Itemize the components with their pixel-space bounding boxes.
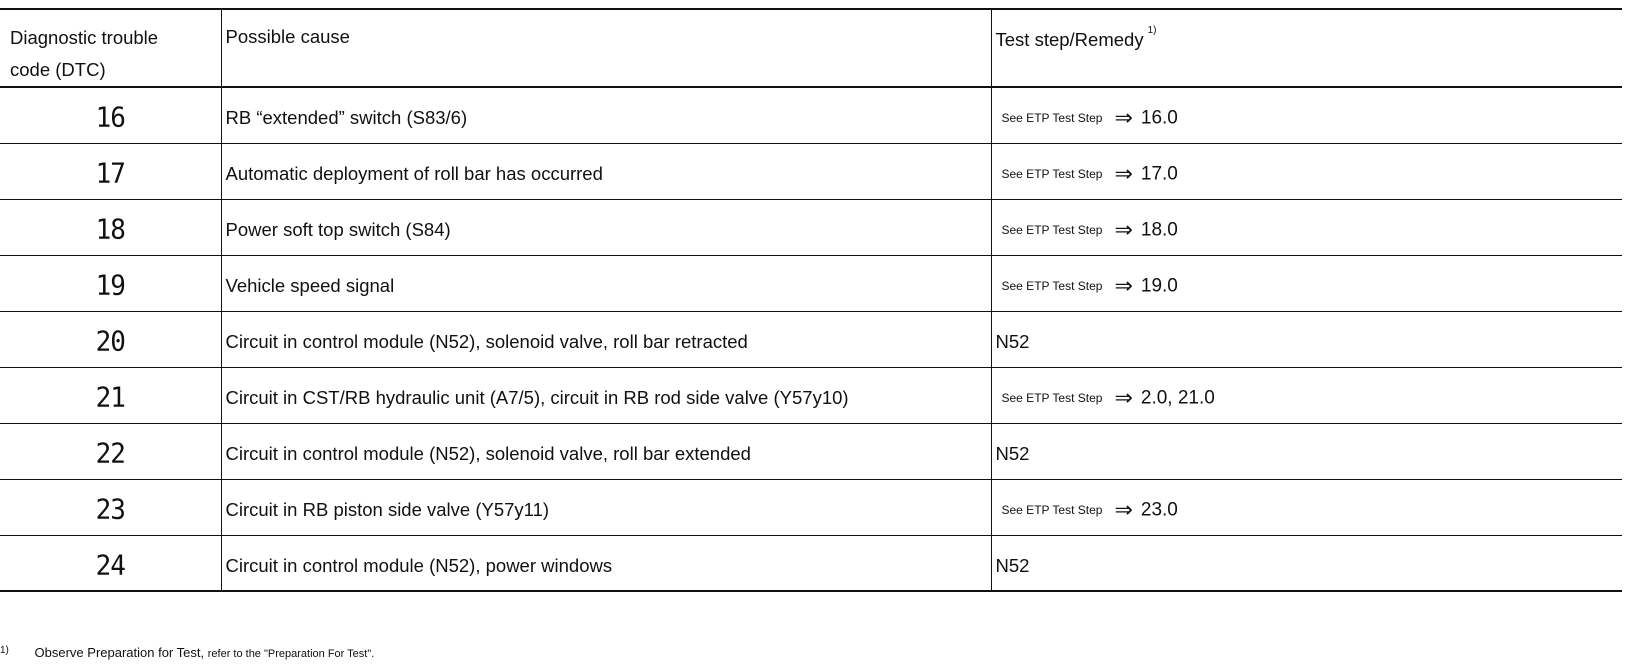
footnote-text: Observe Preparation for Test, — [34, 645, 205, 660]
possible-cause-cell: Circuit in RB piston side valve (Y57y11) — [221, 479, 991, 535]
right-double-arrow-icon: ⇒ — [1114, 105, 1133, 131]
right-double-arrow-icon: ⇒ — [1114, 161, 1133, 187]
possible-cause-cell: Power soft top switch (S84) — [221, 199, 991, 255]
possible-cause-cell: Circuit in CST/RB hydraulic unit (A7/5), circuit in RB rod side valve (Y57y10) — [221, 367, 991, 423]
dtc-code-cell: 23 — [0, 478, 221, 537]
remedy-prefix: See ETP Test Step — [1001, 111, 1103, 126]
dtc-code-cell: 18 — [0, 198, 221, 257]
right-double-arrow-icon: ⇒ — [1114, 385, 1133, 411]
remedy-prefix: See ETP Test Step — [1001, 167, 1103, 181]
dtc-code-cell: 19 — [0, 254, 221, 313]
table-row — [0, 199, 1622, 255]
remedy-cell — [991, 199, 1622, 255]
remedy-cell — [991, 535, 1622, 591]
header-dtc-line1: Diagnostic trouble — [10, 27, 159, 48]
remedy-text: N52 — [995, 554, 1030, 576]
right-double-arrow-icon: ⇒ — [1114, 217, 1133, 243]
table-row — [0, 311, 1622, 367]
dtc-code-cell: 16 — [0, 86, 221, 145]
header-test-step-remedy — [991, 9, 1622, 87]
table-header-row — [0, 9, 1622, 87]
possible-cause-cell: RB “extended” switch (S83/6) — [221, 87, 991, 143]
header-remedy-label: Test step/Remedy — [995, 29, 1144, 51]
remedy-cell — [991, 87, 1622, 143]
header-remedy-footnote-marker: 1) — [1147, 25, 1157, 36]
remedy-test-step: 23.0 — [1140, 499, 1178, 520]
footnote — [0, 645, 374, 660]
remedy-test-step: 16.0 — [1140, 107, 1178, 129]
dtc-code-cell: 22 — [0, 422, 221, 481]
footnote-reference: refer to the "Preparation For Test". — [207, 648, 375, 660]
remedy-prefix: See ETP Test Step — [1001, 391, 1103, 405]
possible-cause-cell: Vehicle speed signal — [221, 255, 991, 311]
table-row — [0, 87, 1622, 143]
right-double-arrow-icon: ⇒ — [1114, 497, 1133, 523]
table-row — [0, 423, 1622, 479]
dtc-code-cell: 21 — [0, 366, 221, 425]
possible-cause-cell: Circuit in control module (N52), solenoid valve, roll bar extended — [221, 423, 991, 479]
remedy-test-step: 19.0 — [1140, 275, 1178, 296]
header-possible-cause — [221, 9, 991, 87]
remedy-prefix: See ETP Test Step — [1001, 223, 1103, 237]
possible-cause-cell: Circuit in control module (N52), power windows — [221, 535, 991, 591]
header-cause-label: Possible cause — [225, 26, 350, 47]
remedy-prefix: See ETP Test Step — [1001, 279, 1103, 293]
table-row — [0, 367, 1622, 423]
table-row — [0, 479, 1622, 535]
remedy-cell — [991, 143, 1622, 199]
table-row — [0, 255, 1622, 311]
remedy-test-step: 17.0 — [1140, 163, 1178, 184]
remedy-cell — [991, 311, 1622, 367]
header-dtc — [0, 9, 221, 87]
dtc-code-cell: 20 — [0, 310, 221, 369]
remedy-text: N52 — [995, 331, 1030, 352]
remedy-test-step: 2.0, 21.0 — [1140, 387, 1215, 408]
possible-cause-cell: Circuit in control module (N52), solenoid valve, roll bar retracted — [221, 311, 991, 367]
dtc-code-cell: 24 — [0, 534, 221, 593]
table-row — [0, 535, 1622, 591]
remedy-test-step: 18.0 — [1140, 219, 1178, 240]
table-row — [0, 143, 1622, 199]
remedy-prefix: See ETP Test Step — [1001, 503, 1103, 517]
remedy-cell — [991, 479, 1622, 535]
remedy-cell — [991, 423, 1622, 479]
dtc-table-body — [0, 87, 1622, 591]
header-dtc-line2: code (DTC) — [10, 59, 106, 80]
dtc-code-cell: 17 — [0, 142, 221, 201]
possible-cause-cell: Automatic deployment of roll bar has occurred — [221, 143, 991, 199]
remedy-cell — [991, 367, 1622, 423]
footnote-marker: 1) — [0, 645, 9, 656]
remedy-cell — [991, 255, 1622, 311]
right-double-arrow-icon: ⇒ — [1114, 273, 1133, 299]
dtc-table — [0, 8, 1622, 592]
remedy-text: N52 — [995, 443, 1030, 464]
